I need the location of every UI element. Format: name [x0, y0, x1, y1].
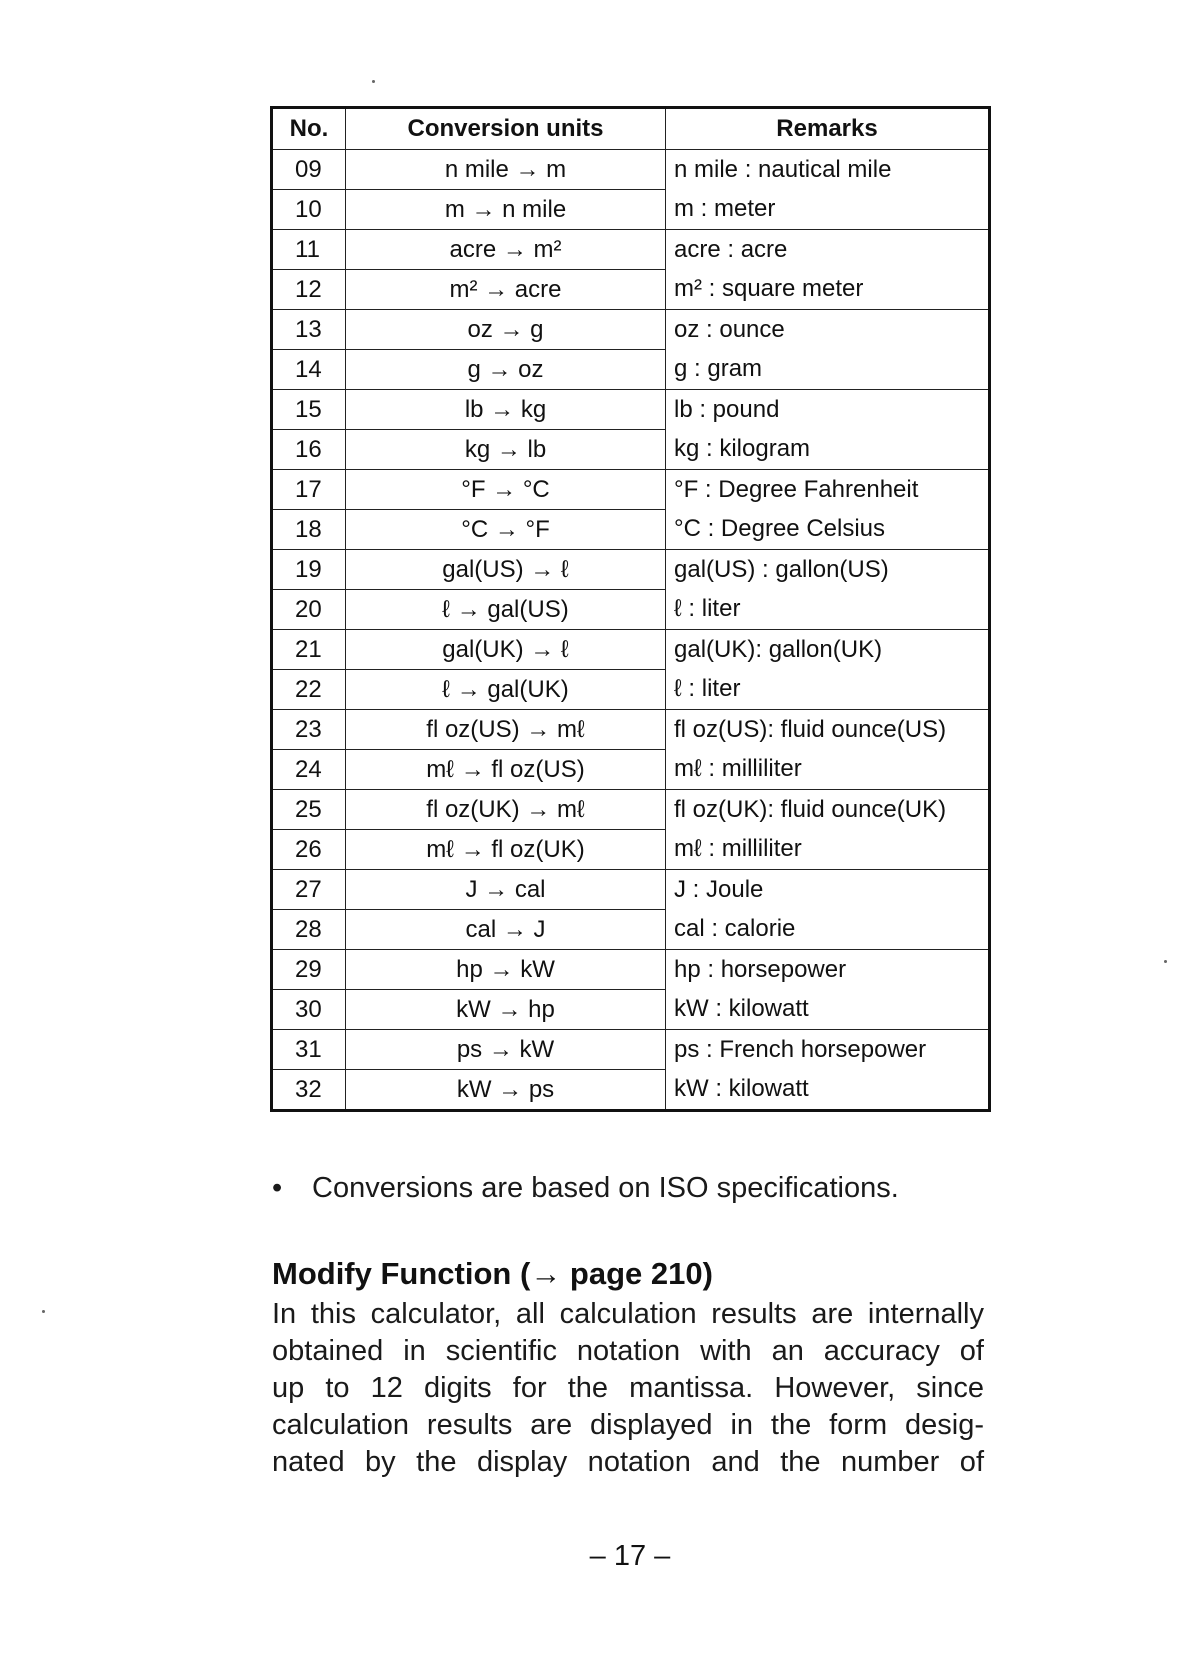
row-number: 23: [272, 710, 346, 750]
conversion-units-cell: acre → m²: [346, 230, 666, 270]
remark-cell: m² : square meter: [666, 270, 990, 310]
conversion-units-cell: n mile → m: [346, 150, 666, 190]
remark-cell: ℓ : liter: [666, 590, 990, 630]
conversion-units-cell: g → oz: [346, 350, 666, 390]
body-line: In this calculator, all calculation results are internally: [272, 1298, 984, 1330]
iso-note: [272, 1172, 899, 1205]
table-body: [272, 150, 990, 1111]
table-row: [272, 590, 990, 630]
header-conversion-units: Conversion units: [346, 108, 666, 150]
table-row: [272, 150, 990, 190]
table-header-row: [272, 108, 990, 150]
scan-speck: [372, 80, 375, 83]
row-number: 19: [272, 550, 346, 590]
table-row: [272, 190, 990, 230]
remark-cell: gal(UK): gallon(UK): [666, 630, 990, 670]
table-row: [272, 270, 990, 310]
table-row: [272, 630, 990, 670]
remark-cell: g : gram: [666, 350, 990, 390]
row-number: 09: [272, 150, 346, 190]
header-no: No.: [272, 108, 346, 150]
body-line: up to 12 digits for the mantissa. However, since: [272, 1372, 984, 1404]
conversion-units-cell: lb → kg: [346, 390, 666, 430]
remark-cell: m : meter: [666, 190, 990, 230]
conversion-units-cell: gal(US) → ℓ: [346, 550, 666, 590]
table-row: [272, 950, 990, 990]
conversion-units-cell: fl oz(UK) → mℓ: [346, 790, 666, 830]
table-row: [272, 510, 990, 550]
table-row: [272, 1070, 990, 1111]
body-paragraph: [272, 1296, 984, 1481]
row-number: 25: [272, 790, 346, 830]
row-number: 28: [272, 910, 346, 950]
bullet-icon: •: [272, 1172, 283, 1204]
scan-speck: [42, 1310, 45, 1313]
row-number: 30: [272, 990, 346, 1030]
row-number: 22: [272, 670, 346, 710]
row-number: 27: [272, 870, 346, 910]
section-title: Modify Function (→ page 210): [272, 1256, 713, 1291]
conversion-units-cell: m² → acre: [346, 270, 666, 310]
row-number: 12: [272, 270, 346, 310]
conversion-units-cell: ℓ → gal(UK): [346, 670, 666, 710]
table-row: [272, 910, 990, 950]
conversion-units-cell: kW → hp: [346, 990, 666, 1030]
table-row: [272, 870, 990, 910]
page-number: – 17 –: [589, 1540, 671, 1572]
conversion-table: [270, 106, 991, 1112]
row-number: 10: [272, 190, 346, 230]
row-number: 13: [272, 310, 346, 350]
table-row: [272, 830, 990, 870]
conversion-units-cell: ℓ → gal(US): [346, 590, 666, 630]
conversion-units-cell: m → n mile: [346, 190, 666, 230]
remark-cell: fl oz(US): fluid ounce(US): [666, 710, 990, 750]
body-line: obtained in scientific notation with an accuracy of: [272, 1335, 984, 1367]
conversion-units-cell: kg → lb: [346, 430, 666, 470]
conversion-units-cell: ps → kW: [346, 1030, 666, 1070]
remark-cell: oz : ounce: [666, 310, 990, 350]
body-line: calculation results are displayed in the form desig-: [272, 1409, 984, 1441]
row-number: 11: [272, 230, 346, 270]
table-row: [272, 230, 990, 270]
conversion-units-cell: gal(UK) → ℓ: [346, 630, 666, 670]
row-number: 32: [272, 1070, 346, 1111]
header-remarks: Remarks: [666, 108, 990, 150]
remark-cell: n mile : nautical mile: [666, 150, 990, 190]
table-row: [272, 350, 990, 390]
table-row: [272, 750, 990, 790]
remark-cell: mℓ : milliliter: [666, 830, 990, 870]
conversion-units-cell: cal → J: [346, 910, 666, 950]
remark-cell: °C : Degree Celsius: [666, 510, 990, 550]
table-row: [272, 430, 990, 470]
row-number: 29: [272, 950, 346, 990]
remark-cell: ℓ : liter: [666, 670, 990, 710]
conversion-units-cell: kW → ps: [346, 1070, 666, 1111]
conversion-units-cell: °C → °F: [346, 510, 666, 550]
conversion-units-cell: fl oz(US) → mℓ: [346, 710, 666, 750]
table-row: [272, 790, 990, 830]
row-number: 21: [272, 630, 346, 670]
table-row: [272, 550, 990, 590]
remark-cell: kW : kilowatt: [666, 990, 990, 1030]
conversion-units-cell: mℓ → fl oz(US): [346, 750, 666, 790]
body-line: nated by the display notation and the number of: [272, 1446, 984, 1478]
remark-cell: kg : kilogram: [666, 430, 990, 470]
row-number: 26: [272, 830, 346, 870]
conversion-units-cell: mℓ → fl oz(UK): [346, 830, 666, 870]
scan-speck: [1164, 960, 1167, 963]
remark-cell: ps : French horsepower: [666, 1030, 990, 1070]
remark-cell: fl oz(UK): fluid ounce(UK): [666, 790, 990, 830]
conversion-units-cell: J → cal: [346, 870, 666, 910]
remark-cell: kW : kilowatt: [666, 1070, 990, 1111]
table-row: [272, 710, 990, 750]
table-row: [272, 990, 990, 1030]
row-number: 17: [272, 470, 346, 510]
remark-cell: gal(US) : gallon(US): [666, 550, 990, 590]
row-number: 24: [272, 750, 346, 790]
row-number: 20: [272, 590, 346, 630]
remark-cell: cal : calorie: [666, 910, 990, 950]
row-number: 14: [272, 350, 346, 390]
remark-cell: acre : acre: [666, 230, 990, 270]
row-number: 16: [272, 430, 346, 470]
table-row: [272, 470, 990, 510]
row-number: 31: [272, 1030, 346, 1070]
table-row: [272, 390, 990, 430]
conversion-units-cell: °F → °C: [346, 470, 666, 510]
row-number: 18: [272, 510, 346, 550]
remark-cell: mℓ : milliliter: [666, 750, 990, 790]
row-number: 15: [272, 390, 346, 430]
iso-note-text: Conversions are based on ISO specifications.: [312, 1172, 899, 1204]
remark-cell: hp : horsepower: [666, 950, 990, 990]
remark-cell: J : Joule: [666, 870, 990, 910]
remark-cell: lb : pound: [666, 390, 990, 430]
conversion-units-cell: hp → kW: [346, 950, 666, 990]
remark-cell: °F : Degree Fahrenheit: [666, 470, 990, 510]
table-row: [272, 1030, 990, 1070]
table-row: [272, 670, 990, 710]
conversion-units-cell: oz → g: [346, 310, 666, 350]
table-row: [272, 310, 990, 350]
